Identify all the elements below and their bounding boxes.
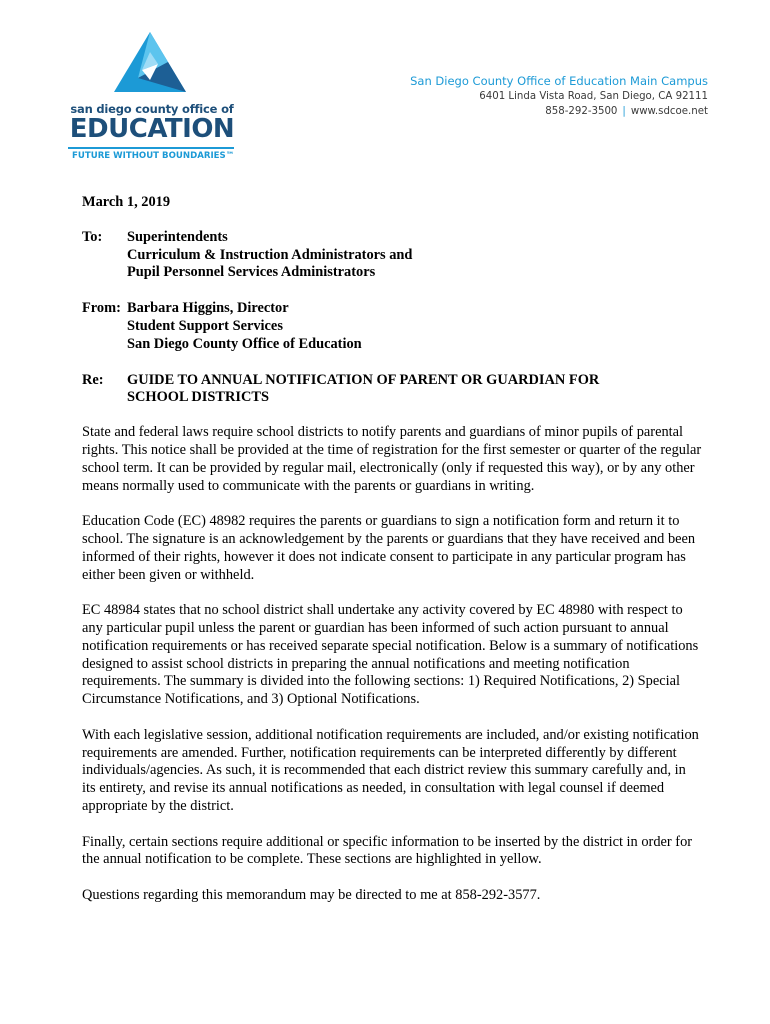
body-paragraph: EC 48984 states that no school district shall undertake any activity covered by EC 48980 with respect to any particular pupil unless the parent or guardian has been informed of such action pursuant to annual notification requirements or has received separate special notification. Below is a summary of notifications designed to assist school districts in preparing the annual notifications and meeting notification requirements. The summary is divided into the following sections: 1) Required Notifications, 2) Special Circumstance Notifications, and 3) Optional Notifications.	[82, 602, 699, 708]
logo-wordmark: EDUCATION	[69, 114, 235, 144]
to-line: Curriculum & Instruction Administrators and	[127, 246, 413, 263]
to-block	[82, 229, 702, 282]
campus-name: San Diego County Office of Education Main Campus	[410, 74, 708, 88]
campus-website[interactable]: www.sdcoe.net	[630, 106, 708, 117]
body-paragraph: Finally, certain sections require additional or specific information to be inserted by the district in order for the annual notification to be complete. These sections are highlighted in yellow.	[82, 833, 693, 868]
campus-phone-web	[410, 104, 708, 119]
body-paragraph: State and federal laws require school districts to notify parents and guardians of minor pupils of parental rights. This notice shall be provided at the time of registration for the first semester or quarter of the regular school term. It can be provided by regular mail, electronically (only if requested this way), or by any other means normally used to communicate with the parents or guardians in writing.	[82, 424, 702, 494]
from-block	[82, 300, 702, 353]
from-label: From:	[82, 300, 121, 317]
body-paragraph: With each legislative session, additional notification requirements are included, and/or existing notification requirements are amended. Further, notification requirements can be interpreted differently by different individuals/agencies. As such, it is recommended that each district review this summary carefully and, in its entirety, and revise its annual notifications as needed, in consultation with legal counsel if deemed appropriate by the district.	[82, 726, 699, 814]
campus-phone: 858-292-3500	[545, 106, 618, 117]
logo-divider	[68, 147, 234, 149]
triangle-logo-icon	[112, 30, 188, 96]
to-line: Superintendents	[127, 228, 228, 245]
logo-org-name: san diego county office of	[70, 102, 234, 116]
re-line: SCHOOL DISTRICTS	[127, 389, 269, 406]
campus-separator: |	[622, 106, 626, 117]
to-label: To:	[82, 228, 103, 245]
re-block	[82, 372, 702, 408]
body-paragraph: Education Code (EC) 48982 requires the parents or guardians to sign a notification form and return it to school. The signature is an acknowledgement by the parents or guardians that they have received and been informed of their rights, however it does not indicate consent to participate in any particular program has either been given or withheld.	[82, 513, 696, 583]
from-line: Barbara Higgins, Director	[127, 300, 289, 317]
body-paragraph: Questions regarding this memorandum may be directed to me at 858-292-3577.	[82, 886, 541, 903]
memo-header	[82, 229, 702, 407]
campus-contact	[410, 74, 708, 119]
campus-address: 6401 Linda Vista Road, San Diego, CA 92111	[479, 91, 708, 102]
memo-date: March 1, 2019	[82, 194, 171, 210]
logo-tagline: FUTURE WITHOUT BOUNDARIES™	[72, 151, 235, 161]
from-line: Student Support Services	[127, 317, 283, 334]
to-line: Pupil Personnel Services Administrators	[127, 264, 376, 281]
from-line: San Diego County Office of Education	[127, 335, 362, 352]
memo-content	[82, 194, 702, 922]
sdcoe-logo	[66, 30, 238, 166]
re-line: GUIDE TO ANNUAL NOTIFICATION OF PARENT OR GUARDIAN FOR	[127, 371, 600, 388]
re-label: Re:	[82, 371, 104, 388]
